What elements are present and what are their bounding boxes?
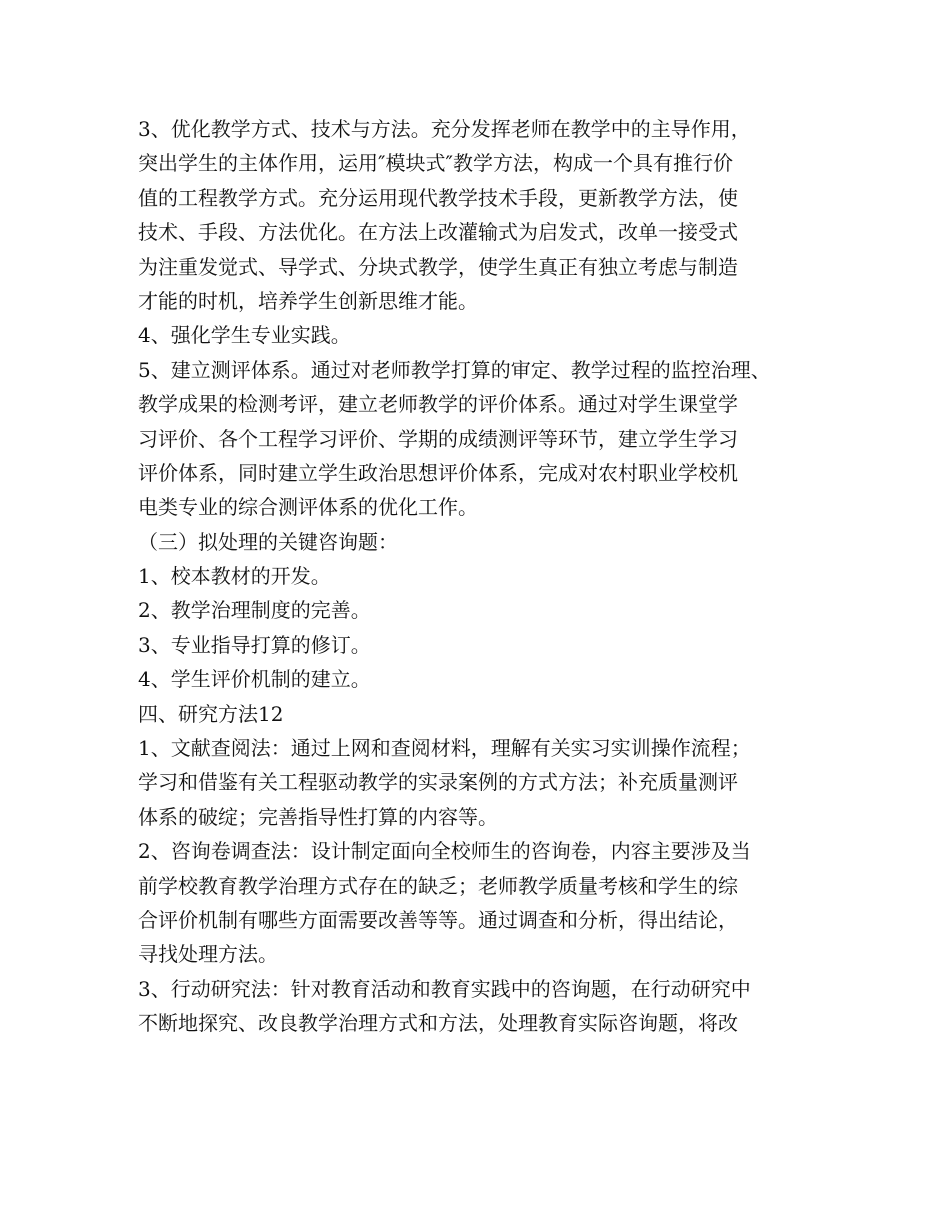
section-heading: （三）拟处理的关键咨询题： bbox=[138, 529, 398, 554]
text-line: 寻找处理方法。 bbox=[138, 942, 278, 967]
text-line: 2、咨询卷调查法：设计制定面向全校师生的咨询卷，内容主要涉及当 bbox=[138, 839, 751, 864]
text-line: 4、强化学生专业实践。 bbox=[138, 323, 351, 348]
text-line: 电类专业的综合测评体系的优化工作。 bbox=[138, 495, 478, 520]
text-line: 2、教学治理制度的完善。 bbox=[138, 598, 371, 623]
text-line: 习评价、各个工程学习评价、学期的成绩测评等环节，建立学生学习 bbox=[138, 426, 738, 451]
text-line: 3、优化教学方式、技术与方法。充分发挥老师在教学中的主导作用， bbox=[138, 117, 751, 141]
text-line: 体系的破绽；完善指导性打算的内容等。 bbox=[138, 804, 498, 829]
text-line: 前学校教育教学治理方式存在的缺乏；老师教学质量考核和学生的综 bbox=[138, 873, 738, 898]
text-line: 为注重发觉式、导学式、分块式教学，使学生真正有独立考虑与制造 bbox=[138, 254, 738, 279]
text-line: 不断地探究、改良教学治理方式和方法，处理教育实际咨询题，将改 bbox=[138, 1011, 738, 1036]
text-line: 3、专业指导打算的修订。 bbox=[138, 632, 371, 657]
text-line: 5、建立测评体系。通过对老师教学打算的审定、教学过程的监控治理、 bbox=[138, 357, 771, 382]
text-line: 教学成果的检测考评，建立老师教学的评价体系。通过对学生课堂学 bbox=[138, 392, 738, 417]
text-line: 值的工程教学方式。充分运用现代教学技术手段，更新教学方法，使 bbox=[138, 185, 738, 210]
text-line: 技术、手段、方法优化。在方法上改灌输式为启发式，改单一接受式 bbox=[138, 220, 738, 245]
document-body bbox=[138, 112, 828, 1041]
text-line: 3、行动研究法：针对教育活动和教育实践中的咨询题，在行动研究中 bbox=[138, 976, 751, 1001]
text-line: 1、文献查阅法：通过上网和查阅材料，理解有关实习实训操作流程； bbox=[138, 736, 751, 761]
text-line: 4、学生评价机制的建立。 bbox=[138, 667, 371, 692]
section-heading: 四、研究方法12 bbox=[138, 701, 284, 726]
text-line: 合评价机制有哪些方面需要改善等等。通过调查和分析，得出结论， bbox=[138, 907, 738, 932]
text-line: 1、校本教材的开发。 bbox=[138, 564, 331, 589]
text-line: 才能的时机，培养学生创新思维才能。 bbox=[138, 288, 478, 313]
text-line: 突出学生的主体作用，运用″模块式″教学方法，构成一个具有推行价 bbox=[138, 151, 733, 176]
text-line: 评价体系，同时建立学生政治思想评价体系，完成对农村职业学校机 bbox=[138, 460, 738, 485]
text-line: 学习和借鉴有关工程驱动教学的实录案例的方式方法；补充质量测评 bbox=[138, 770, 738, 795]
